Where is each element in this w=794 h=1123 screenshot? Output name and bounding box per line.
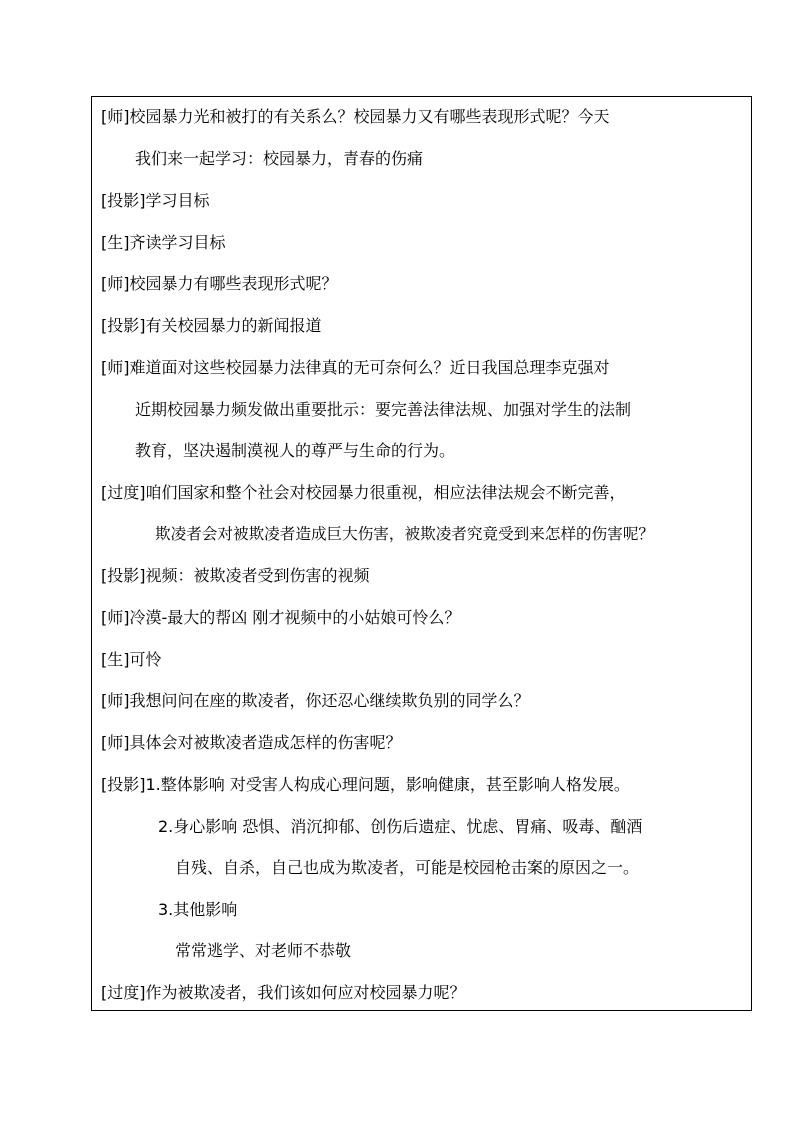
text-line: [投影]有关校园暴力的新闻报道	[101, 316, 322, 335]
text-line: [师]校园暴力光和被打的有关系么？校园暴力又有哪些表现形式呢？今天	[101, 107, 610, 126]
text-line: [师]我想问问在座的欺凌者，你还忍心继续欺负别的同学么？	[101, 691, 530, 710]
text-line: 2.身心影响 恐惧、消沉抑郁、创伤后遗症、忧虑、胃痛、吸毒、酗酒	[158, 817, 643, 836]
text-line: [师]冷漠-最大的帮凶 刚才视频中的小姑娘可怜么？	[101, 608, 461, 627]
text-line: 近期校园暴力频发做出重要批示：要完善法律法规、加强对学生的法制	[135, 400, 632, 419]
text-line: [生]可怜	[101, 650, 162, 669]
text-line: [生]齐读学习目标	[101, 233, 226, 252]
text-line: [投影]视频：被欺凌者受到伤害的视频	[101, 566, 370, 585]
text-line: 欺凌者会对被欺凌者造成巨大伤害，被欺凌者究竟受到来怎样的伤害呢？	[155, 525, 655, 543]
text-line: [师]校园暴力有哪些表现形式呢？	[101, 274, 338, 293]
text-line: 我们来一起学习：校园暴力，青春的伤痛	[135, 149, 424, 168]
text-line: 教育，坚决遏制漠视人的尊严与生命的行为。	[135, 441, 456, 460]
text-line: [过度]咱们国家和整个社会对校园暴力很重视，相应法律法规会不断完善，	[101, 483, 626, 502]
text-line: [投影]1.整体影响 对受害人构成心理问题，影响健康，甚至影响人格发展。	[101, 775, 630, 794]
text-line: [师]难道面对这些校园暴力法律真的无可奈何么？近日我国总理李克强对	[101, 358, 610, 377]
text-line: 常常逃学、对老师不恭敬	[175, 941, 352, 960]
text-line: [师]具体会对被欺凌者造成怎样的伤害呢？	[101, 733, 402, 752]
text-line: [投影]学习目标	[101, 191, 210, 210]
text-line: 自残、自杀，自己也成为欺凌者，可能是校园枪击案的原因之一。	[175, 858, 640, 877]
text-line: 3.其他影响	[158, 900, 238, 919]
text-line: [过度]作为被欺凌者，我们该如何应对校园暴力呢？	[101, 983, 466, 1002]
